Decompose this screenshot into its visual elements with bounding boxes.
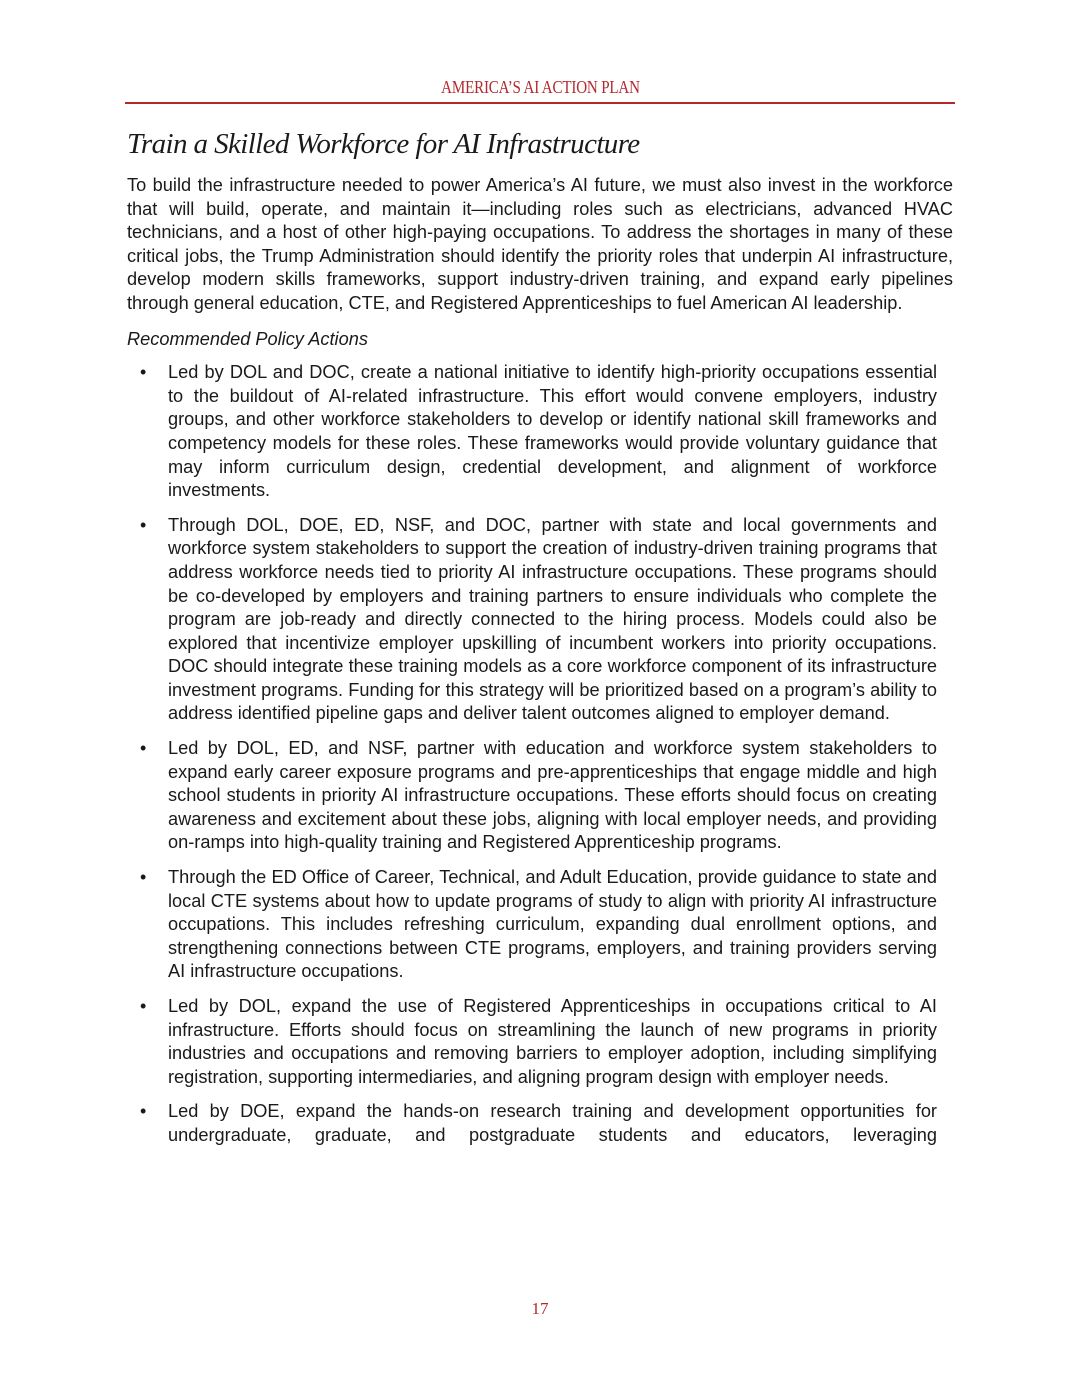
list-item-text: Through DOL, DOE, ED, NSF, and DOC, partner with state and local governments and workforce system stakeholders to support the creation of industry-driven training programs that address workforce needs tied to priority AI infrastructure occupations. These programs should be co-developed by employers and training partners to ensure individuals who complete the program are job-ready and directly connected to the hiring process. Models could also be explored that incentivize employer upskilling of incumbent workers into priority occupations. DOC should integrate these training models as a core workforce component of its infrastructure investment programs. Funding for this strategy will be prioritized based on a program’s ability to address identified pipeline gaps and deliver talent outcomes aligned to employer demand. <box>168 514 937 724</box>
header-divider <box>125 102 955 104</box>
section-body <box>127 174 953 1159</box>
bullet-icon: • <box>140 738 147 759</box>
list-item-text: Through the ED Office of Career, Technical, and Adult Education, provide guidance to state and local CTE systems about how to update programs of study to align with priority AI infrastructure occupations. This includes refreshing curriculum, expanding dual enrollment options, and strengthening connections between CTE programs, employers, and training providers serving AI infrastructure occupations. <box>168 867 937 982</box>
list-item-text: Led by DOE, expand the hands-on research training and development opportunities for undergraduate, graduate, and postgraduate students and educators, leveraging <box>168 1101 937 1145</box>
bullet-icon: • <box>140 1101 147 1122</box>
document-title: AMERICA’S AI ACTION PLAN <box>440 77 640 97</box>
list-item <box>127 514 937 726</box>
list-item <box>127 1100 937 1147</box>
bullet-icon: • <box>140 362 147 383</box>
list-item-text: Led by DOL, expand the use of Registered Apprenticeships in occupations critical to AI infrastructure. Efforts should focus on streamlining the launch of new programs in priority industries and occupations and removing barriers to employer adoption, including simplifying registration, supporting intermediaries, and aligning program design with employer needs. <box>168 996 937 1087</box>
list-item <box>127 737 937 855</box>
intro-paragraph: To build the infrastructure needed to power America’s AI future, we must also invest in the workforce that will build, operate, and maintain it—including roles such as electricians, advanced HVAC technicians, and a host of other high-paying occupations. To address the shortages in many of these critical jobs, the Trump Administration should identify the priority roles that underpin AI infrastructure, develop modern skills frameworks, support industry-driven training, and expand early pipelines through general education, CTE, and Registered Apprenticeships to fuel American AI leadership. <box>127 175 953 313</box>
bullet-icon: • <box>140 867 147 888</box>
list-item-text: Led by DOL and DOC, create a national initiative to identify high-priority occupations essential to the buildout of AI-related infrastructure. This effort would convene employers, industry groups, and other workforce stakeholders to develop or identify national skill frameworks and competency models for these roles. These frameworks would provide voluntary guidance that may inform curriculum design, credential development, and alignment of workforce investments. <box>168 362 937 501</box>
list-item <box>127 361 937 503</box>
section-title: Train a Skilled Workforce for AI Infrastructure <box>127 128 640 160</box>
list-item <box>127 866 937 984</box>
bullet-icon: • <box>140 996 147 1016</box>
policy-actions-list <box>127 361 937 1147</box>
bullet-icon: • <box>140 514 147 535</box>
page-header <box>125 76 955 98</box>
page-number: 17 <box>531 1299 549 1318</box>
subheading-policy-actions: Recommended Policy Actions <box>127 328 368 349</box>
list-item <box>127 995 937 1089</box>
list-item-text: Led by DOL, ED, and NSF, partner with education and workforce system stakeholders to expand early career exposure programs and pre-apprenticeships that engage middle and high school students in priority AI infrastructure occupations. These efforts should focus on creating awareness and excitement about these jobs, aligning with local employer needs, and providing on-ramps into high-quality training and Registered Apprenticeship programs. <box>168 738 937 853</box>
